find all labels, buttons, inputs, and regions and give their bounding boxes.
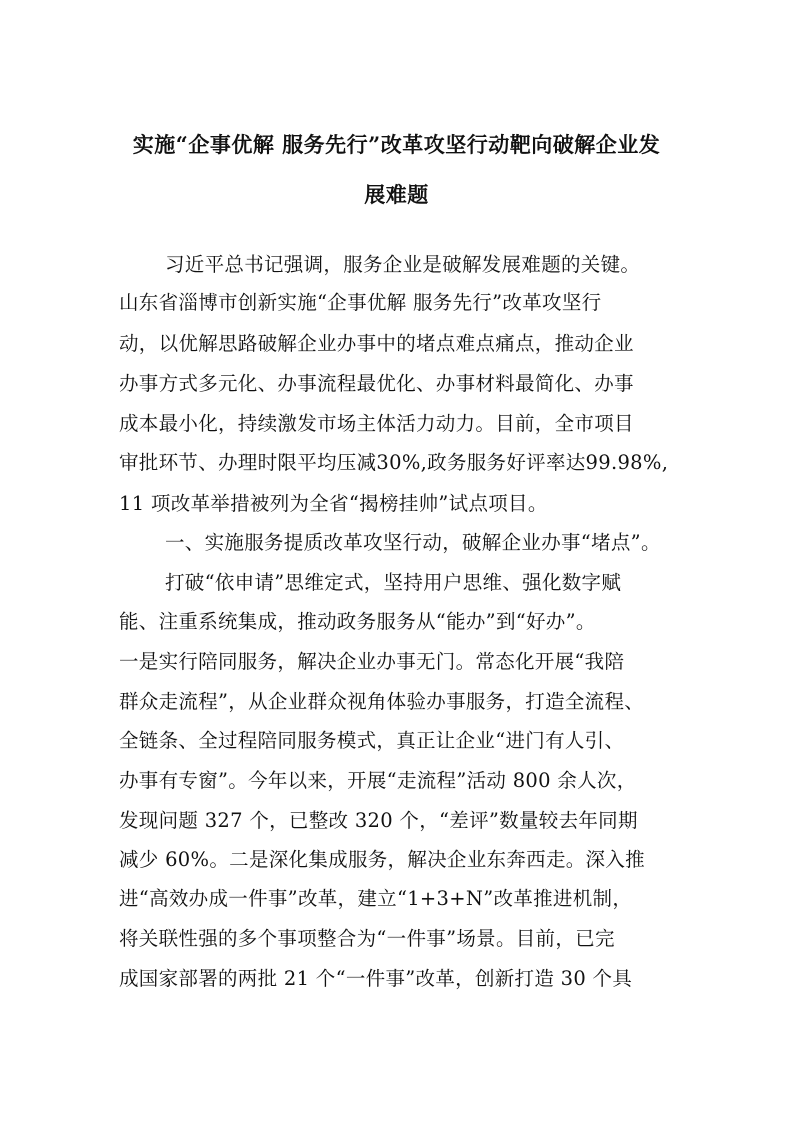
paragraph-line: 群众走流程”，从企业群众视角体验办事服务，打造全流程、 — [119, 690, 645, 713]
paragraph-line: 成本最小化，持续激发市场主体活力动力。目前，全市项目 — [119, 412, 634, 435]
paragraph-line: 11 项改革举措被列为全省“揭榜挂帅”试点项目。 — [119, 492, 548, 515]
paragraph-line: 能、注重系统集成，推动政务服务从“能办”到“好办”。 — [119, 610, 596, 633]
paragraph-line: 办事方式多元化、办事流程最优化、办事材料最简化、办事 — [119, 372, 634, 395]
paragraph-line: 减少 60%。二是深化集成服务，解决企业东奔西走。深入推 — [119, 848, 645, 871]
paragraph-line: 进“高效办成一件事”改革，建立“1+3+N”改革推进机制， — [119, 887, 633, 910]
paragraph-line: 审批环节、办理时限平均压减30%,政务服务好评率达99.98%, — [119, 451, 669, 474]
paragraph-line: 成国家部署的两批 21 个“一件事”改革，创新打造 30 个具 — [119, 967, 633, 990]
paragraph-line: 山东省淄博市创新实施“企事优解 服务先行”改革攻坚行 — [119, 291, 602, 314]
document-title-line-1: 实施“企事优解 服务先行”改革攻坚行动靶向破解企业发 — [132, 132, 661, 157]
paragraph-line: 发现问题 327 个，已整改 320 个，“差评”数量较去年同期 — [119, 809, 638, 832]
section-heading: 一、实施服务提质改革攻坚行动，破解企业办事“堵点”。 — [165, 531, 661, 554]
paragraph-line: 动，以优解思路破解企业办事中的堵点难点痛点，推动企业 — [119, 332, 634, 355]
document-title-line-2: 展难题 — [364, 182, 429, 207]
paragraph-line: 习近平总书记强调，服务企业是破解发展难题的关键。 — [165, 253, 641, 276]
paragraph-line: 一是实行陪同服务，解决企业办事无门。常态化开展“我陪 — [119, 650, 625, 673]
paragraph-line: 全链条、全过程陪同服务模式，真正让企业“进门有人引、 — [119, 729, 625, 752]
paragraph-line: 将关联性强的多个事项整合为“一件事”场景。目前，已完 — [119, 927, 615, 950]
paragraph-line: 打破“依申请”思维定式，坚持用户思维、强化数字赋 — [165, 571, 622, 594]
paragraph-line: 办事有专窗”。今年以来，开展“走流程”活动 800 余人次， — [119, 769, 637, 792]
